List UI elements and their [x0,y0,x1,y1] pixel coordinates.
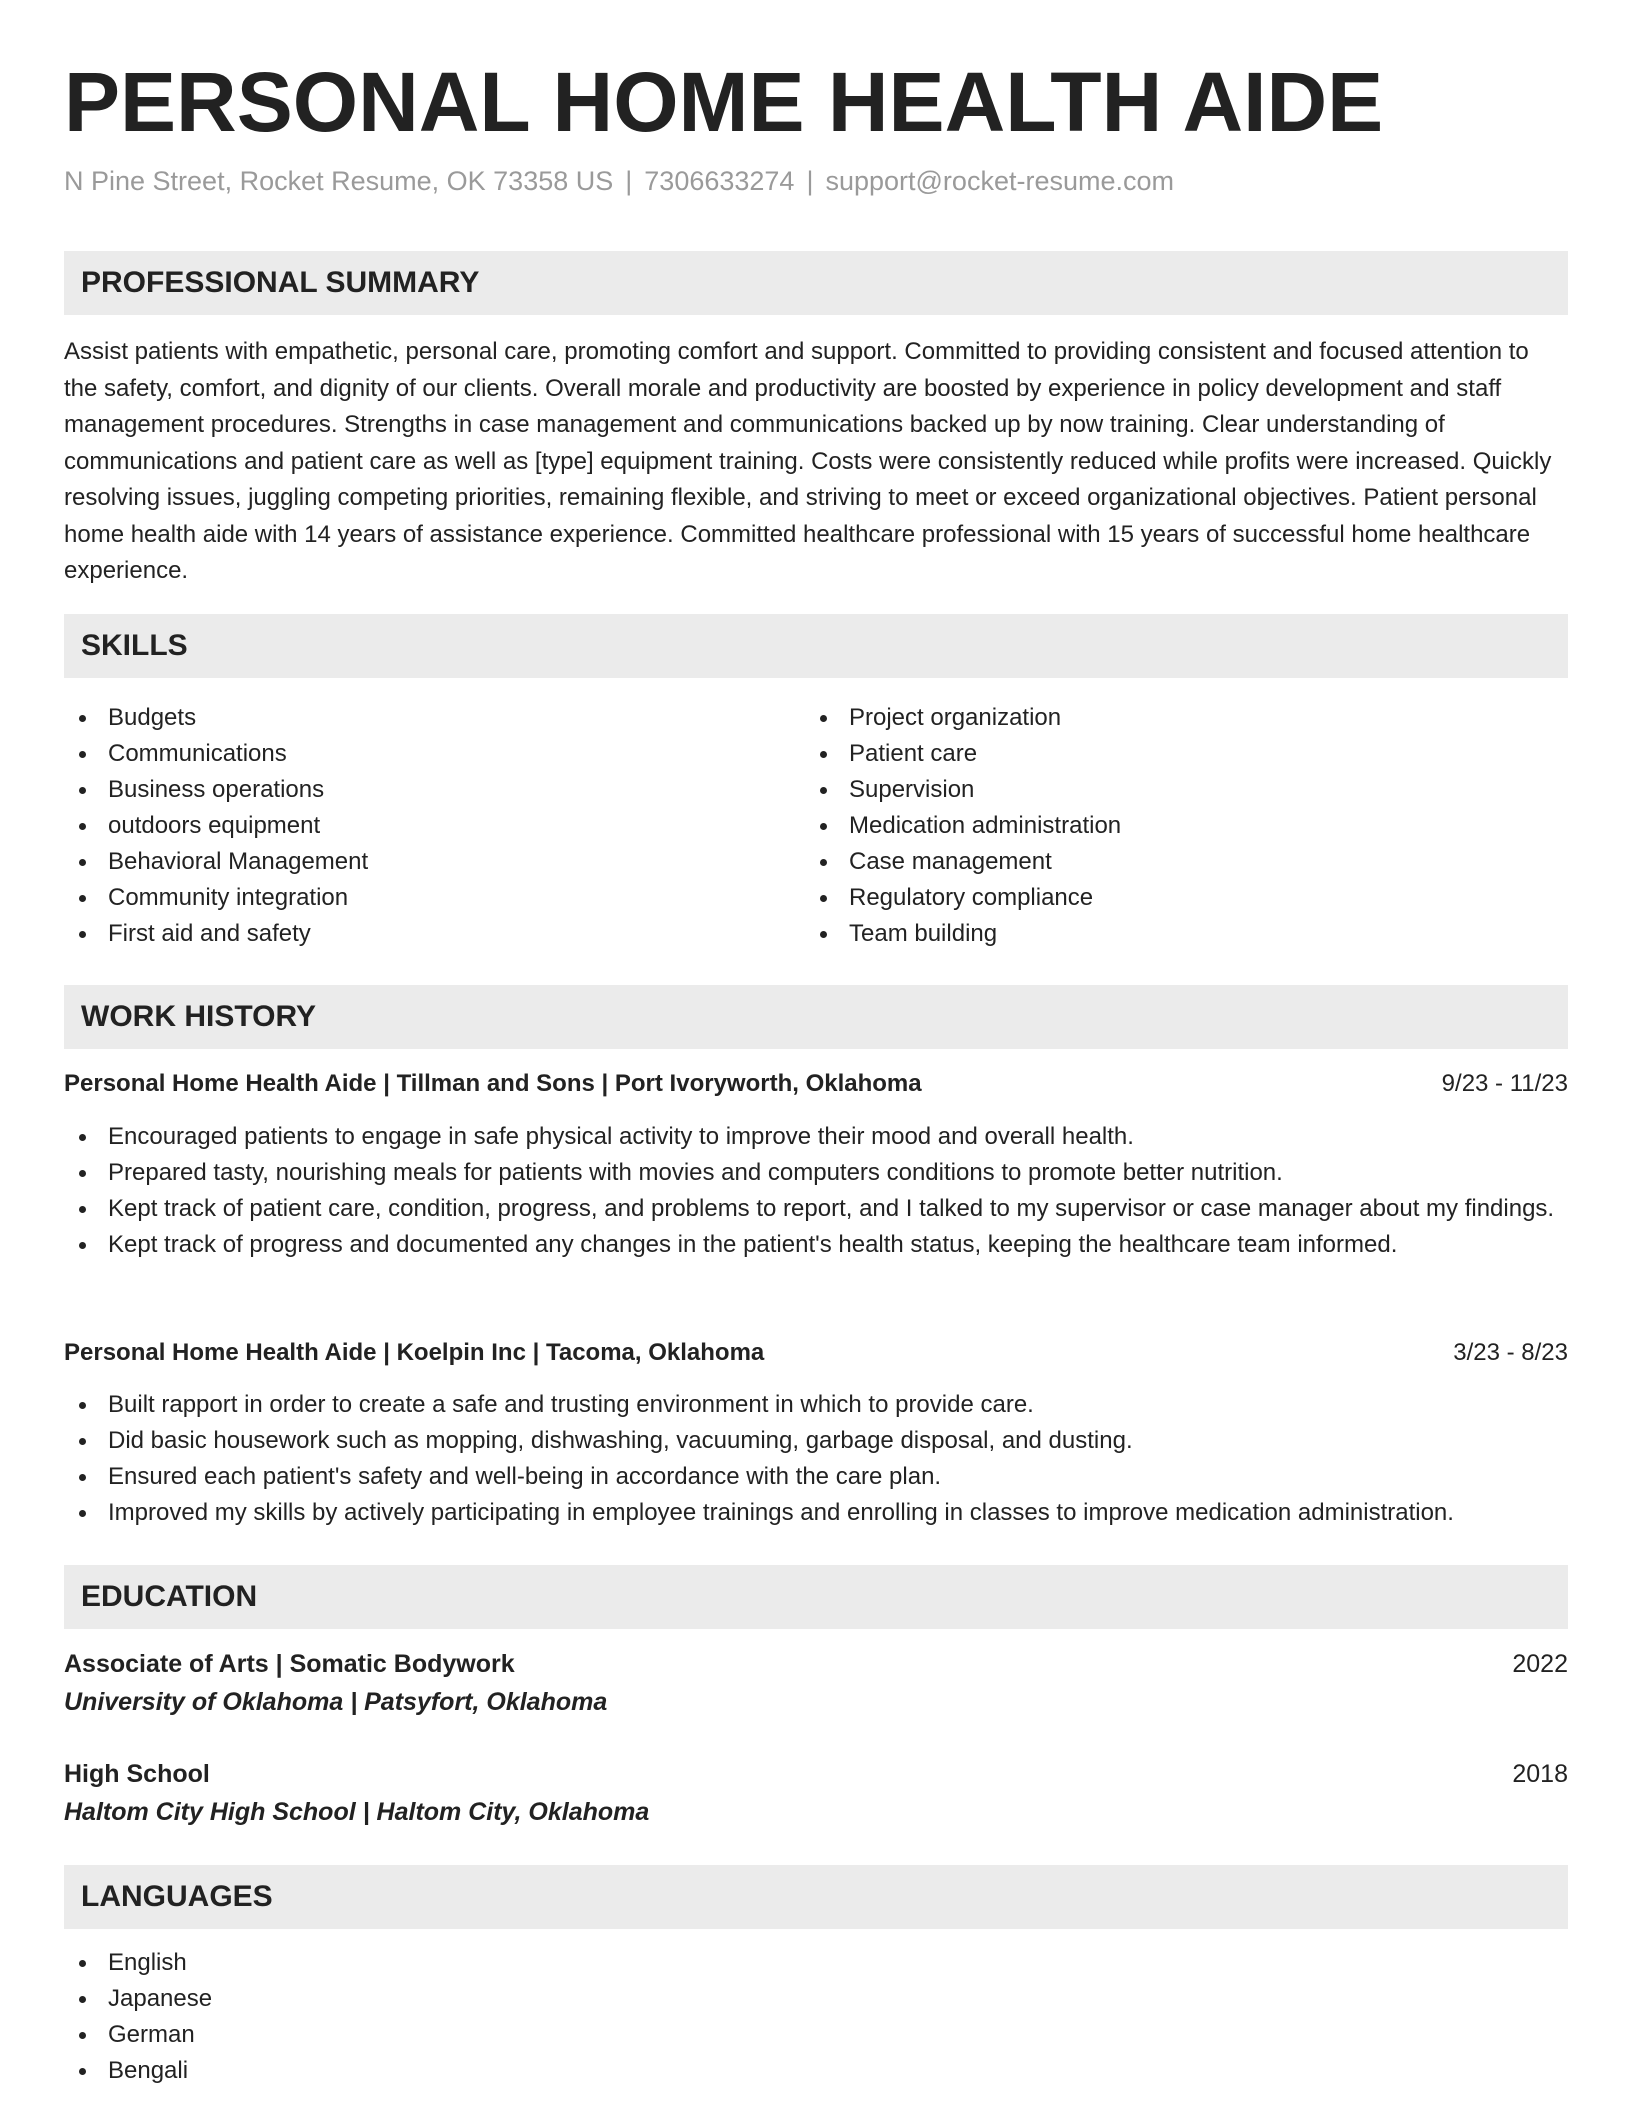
skill-item: Regulatory compliance [805,880,1505,916]
education-heading: EDUCATION [81,1580,258,1613]
languages-section-header [64,1865,1568,1929]
education-school: University of Oklahoma | Patsyfort, Oklahoma [64,1688,608,1716]
candidate-name: PERSONAL HOME HEALTH AIDE [64,55,1384,149]
skill-item: Project organization [805,700,1505,736]
job-header [64,1066,1568,1102]
skill-item: Supervision [805,772,1505,808]
work-section-header [64,985,1568,1049]
skills-list-left [64,700,764,952]
job-bullets [64,1119,1568,1263]
education-school: Haltom City High School | Haltom City, Oklahoma [64,1798,650,1826]
job-header [64,1335,1568,1371]
skill-item: Community integration [64,880,764,916]
job-title: Personal Home Health Aide | Tillman and Sons | Port Ivoryworth, Oklahoma [64,1070,922,1097]
skill-item: First aid and safety [64,916,764,952]
skills-list-right [805,700,1505,952]
job-dates: 9/23 - 11/23 [1441,1070,1568,1097]
contact-address: N Pine Street, Rocket Resume, OK 73358 US [64,166,614,196]
summary-text: Assist patients with empathetic, personal care, promoting comfort and support. Committed to providing consistent and focused attention to the safety, comfort, and dignity of our clients. Overall morale and productivity are boosted by experience in policy development and staff management procedures. Strengths in case management and communications backed up by now training. Clear understanding of communications and patient care as well as [type] equipment training. Costs were consistently reduced while profits were increased. Quickly resolving issues, juggling competing priorities, remaining flexible, and striving to meet or exceed organizational objectives. Patient personal home health aide with 14 years of assistance experience. Committed healthcare professional with 15 years of successful home healthcare experience. [64,338,1552,584]
language-item: German [64,2017,764,2053]
education-entry-header [64,1756,1568,1792]
languages-heading: LANGUAGES [81,1880,273,1913]
skills-heading: SKILLS [81,629,188,662]
language-item: Japanese [64,1981,764,2017]
skill-item: Team building [805,916,1505,952]
skills-section-header [64,614,1568,678]
contact-line [64,166,1174,197]
job-bullet: Did basic housework such as mopping, dishwashing, vacuuming, garbage disposal, and dusting. [64,1423,1568,1459]
skill-item: Budgets [64,700,764,736]
job-bullet: Kept track of progress and documented any changes in the patient's health status, keeping the healthcare team informed. [64,1227,1568,1263]
contact-separator: | [806,166,814,196]
work-heading: WORK HISTORY [81,1000,317,1033]
job-title: Personal Home Health Aide | Koelpin Inc | Tacoma, Oklahoma [64,1339,765,1366]
job-bullet: Built rapport in order to create a safe and trusting environment in which to provide care. [64,1387,1568,1423]
education-degree: Associate of Arts | Somatic Bodywork [64,1650,515,1678]
skill-item: Patient care [805,736,1505,772]
job-dates: 3/23 - 8/23 [1453,1339,1568,1366]
contact-email: support@rocket-resume.com [825,166,1174,196]
skill-item: Behavioral Management [64,844,764,880]
skill-item: Communications [64,736,764,772]
job-bullet: Encouraged patients to engage in safe physical activity to improve their mood and overall health. [64,1119,1568,1155]
skill-item: outdoors equipment [64,808,764,844]
job-bullet: Improved my skills by actively participating in employee trainings and enrolling in classes to improve medication administration. [64,1495,1568,1531]
contact-phone: 7306633274 [644,166,795,196]
languages-list [64,1945,764,2089]
skill-item: Medication administration [805,808,1505,844]
summary-heading: PROFESSIONAL SUMMARY [81,266,480,299]
job-bullet: Ensured each patient's safety and well-being in accordance with the care plan. [64,1459,1568,1495]
education-entry-header [64,1646,1568,1682]
job-bullets [64,1387,1568,1531]
summary-section-header [64,251,1568,315]
skill-item: Business operations [64,772,764,808]
education-section-header [64,1565,1568,1629]
education-year: 2022 [1512,1650,1568,1678]
language-item: English [64,1945,764,1981]
education-degree: High School [64,1760,210,1788]
job-bullet: Prepared tasty, nourishing meals for patients with movies and computers conditions to promote better nutrition. [64,1155,1568,1191]
education-year: 2018 [1512,1760,1568,1788]
contact-separator: | [625,166,633,196]
language-item: Bengali [64,2053,764,2089]
job-bullet: Kept track of patient care, condition, progress, and problems to report, and I talked to my supervisor or case manager about my findings. [64,1191,1568,1227]
skill-item: Case management [805,844,1505,880]
